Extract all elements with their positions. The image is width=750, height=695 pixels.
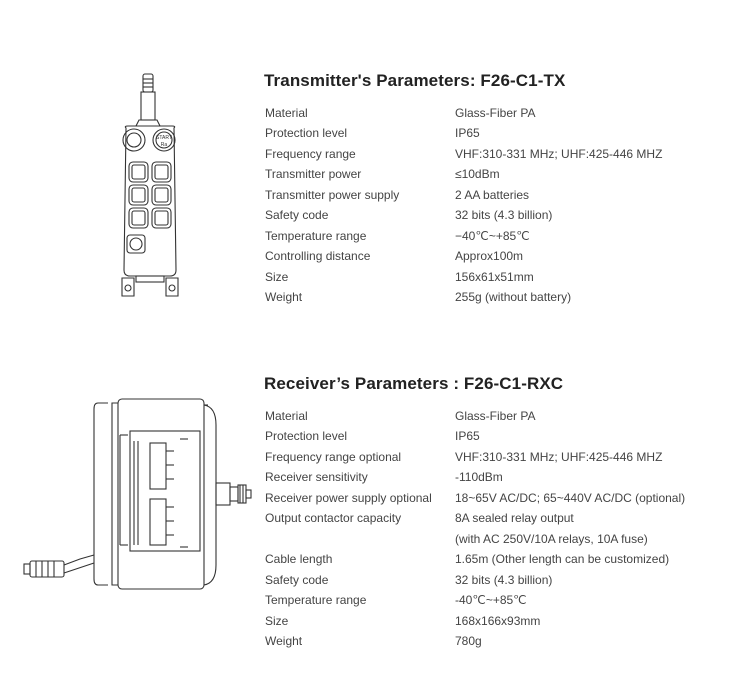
spec-value: 156x61x51mm bbox=[455, 270, 534, 284]
spec-label: Receiver power supply optional bbox=[265, 491, 432, 505]
spec-value: 255g (without battery) bbox=[455, 290, 572, 304]
spec-label: Size bbox=[265, 614, 289, 628]
spec-label: Frequency range bbox=[265, 147, 356, 161]
spec-value: VHF:310-331 MHz; UHF:425-446 MHZ bbox=[455, 147, 663, 161]
spec-value: Approx100m bbox=[455, 249, 524, 263]
spec-label: Frequency range optional bbox=[265, 450, 402, 464]
spec-value: -110dBm bbox=[455, 470, 503, 484]
start-button-label: START bbox=[156, 135, 172, 141]
spec-value: Glass-Fiber PA bbox=[455, 106, 536, 120]
spec-value: ≤10dBm bbox=[455, 167, 500, 181]
spec-label: Material bbox=[265, 409, 308, 423]
spec-value: 780g bbox=[455, 634, 482, 648]
spec-row bbox=[0, 614, 750, 634]
spec-value: 2 AA batteries bbox=[455, 188, 530, 202]
spec-label: Temperature range bbox=[265, 593, 367, 607]
spec-value: 168x166x93mm bbox=[455, 614, 541, 628]
spec-label: Transmitter power bbox=[265, 167, 362, 181]
receiver-title: Receiver’s Parameters : F26-C1-RXC bbox=[264, 374, 564, 393]
spec-label: Transmitter power supply bbox=[265, 188, 400, 202]
spec-label: Size bbox=[265, 270, 289, 284]
ra-button-label: Ra bbox=[160, 142, 168, 148]
spec-value: 32 bits (4.3 billion) bbox=[455, 208, 553, 222]
spec-label: Safety code bbox=[265, 208, 329, 222]
spec-value: 18~65V AC/DC; 65~440V AC/DC (optional) bbox=[455, 491, 686, 505]
spec-value: 8A sealed relay output bbox=[455, 511, 574, 525]
spec-value: 32 bits (4.3 billion) bbox=[455, 573, 553, 587]
transmitter-title: Transmitter's Parameters: F26-C1-TX bbox=[264, 71, 566, 90]
spec-value: VHF:310-331 MHz; UHF:425-446 MHZ bbox=[455, 450, 663, 464]
receiver-illustration bbox=[20, 395, 260, 605]
spec-label: Protection level bbox=[265, 429, 348, 443]
spec-label: Temperature range bbox=[265, 229, 367, 243]
transmitter-illustration bbox=[110, 70, 190, 302]
spec-row bbox=[0, 634, 750, 654]
spec-label: Protection level bbox=[265, 126, 348, 140]
spec-value: IP65 bbox=[455, 429, 480, 443]
spec-label: Material bbox=[265, 106, 308, 120]
spec-value: −40℃~+85℃ bbox=[455, 229, 530, 243]
spec-label: Controlling distance bbox=[265, 249, 371, 263]
spec-value: IP65 bbox=[455, 126, 480, 140]
spec-value: (with AC 250V/10A relays, 10A fuse) bbox=[455, 532, 648, 546]
spec-label: Safety code bbox=[265, 573, 329, 587]
spec-label: Weight bbox=[265, 634, 303, 648]
spec-label: Output contactor capacity bbox=[265, 511, 402, 525]
spec-value: Glass-Fiber PA bbox=[455, 409, 536, 423]
spec-label: Receiver sensitivity bbox=[265, 470, 368, 484]
spec-label: Cable length bbox=[265, 552, 333, 566]
spec-value: -40℃~+85℃ bbox=[455, 593, 527, 607]
spec-label: Weight bbox=[265, 290, 303, 304]
spec-value: 1.65m (Other length can be customized) bbox=[455, 552, 670, 566]
